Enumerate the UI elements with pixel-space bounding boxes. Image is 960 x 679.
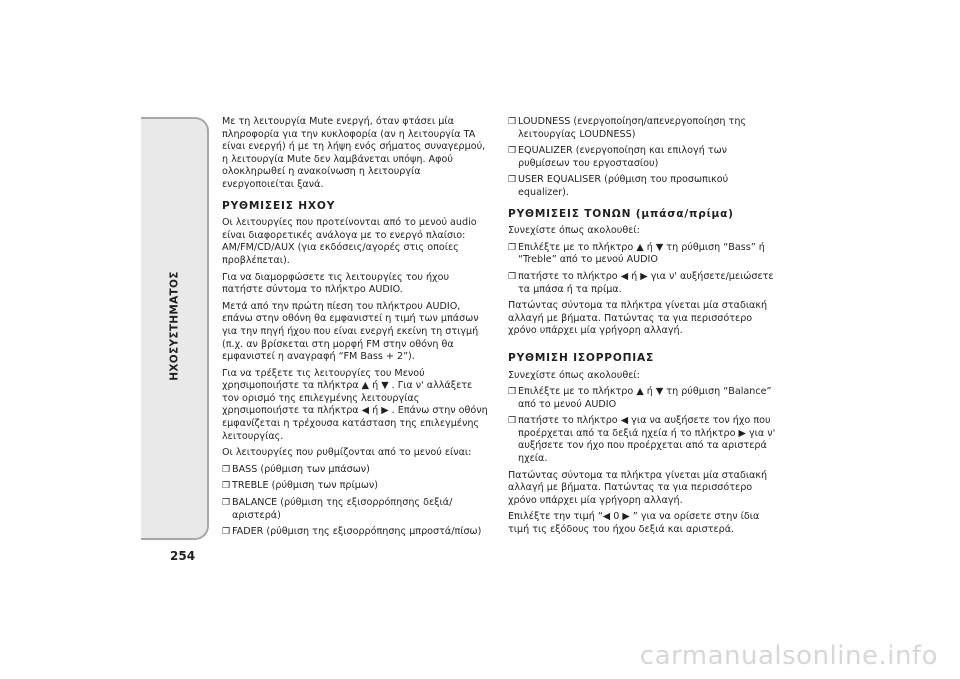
list-item: ❒ Επιλέξτε με το πλήκτρο ▲ ή ▼ τη ρύθμιση “Bass” ή “Treble” από το μενού AUDIO xyxy=(508,241,765,266)
section-heading-tone-settings: ΡΥΘΜΙΣΕΙΣ ΤΟΝΩΝ (μπάσα/πρίμα) xyxy=(508,207,734,220)
watermark: carmanualsonline.info xyxy=(639,641,938,671)
checkbox-bullet-icon: ❒ xyxy=(508,117,517,127)
checkbox-bullet-icon: ❒ xyxy=(222,498,231,509)
list-item: ❒ BASS (ρύθμιση των μπάσων) xyxy=(222,463,370,475)
checkbox-bullet-icon: ❒ xyxy=(508,146,517,157)
paragraph: Συνεχίστε όπως ακολουθεί: xyxy=(508,225,640,237)
mute-paragraph: Με τη λειτουργία Mute ενεργή, όταν φτάσει μία πληροφορία για την κυκλοφορία (αν η λειτουργία TA είναι ενεργή) ή με τη λήψη ενός σήματος συναγερμού, η λειτουργία Mute δεν λαμβάνεται υπόψη. Αφού ολοκληρωθεί η ανακοίνωση η λειτουργία ενεργοποιείται ξανά. xyxy=(222,116,486,190)
checkbox-bullet-icon: ❒ xyxy=(222,527,231,538)
list-item: ❒ TREBLE (ρύθμιση των πρίμων) xyxy=(222,480,379,492)
list-item: ❒ Επιλέξτε με το πλήκτρο ▲ ή ▼ τη ρύθμιση “Balance” από το μενού AUDIO xyxy=(508,386,772,410)
paragraph: Συνεχίστε όπως ακολουθεί: xyxy=(508,369,640,381)
list-item: ❒ BALANCE (ρύθμιση της εξισορρόπησης δεξιά/αριστερά) xyxy=(222,497,453,521)
checkbox-bullet-icon: ❒ xyxy=(508,416,517,427)
section-heading-balance-settings: ΡΥΘΜΙΣΗ ΙΣΟΡΡΟΠΙΑΣ xyxy=(508,351,655,364)
checkbox-bullet-icon: ❒ xyxy=(222,481,231,492)
list-item: ❒ USER EQUALISER (ρύθμιση του προσωπικού equalizer). xyxy=(508,174,729,198)
checkbox-bullet-icon: ❒ xyxy=(508,271,517,282)
paragraph: Πατώντας σύντομα τα πλήκτρα γίνεται μία σταδιακή αλλαγή με βήματα. Πατώντας τα για περισσότερο χρόνο υπάρχει μία γρήγορη αλλαγή. xyxy=(508,469,768,506)
right-column xyxy=(508,116,776,541)
section-label: ΗΧΟΣΥΣΤΗΜΑΤΟΣ xyxy=(169,271,182,381)
checkbox-bullet-icon: ❒ xyxy=(508,242,517,253)
paragraph: Για να τρέξετε τις λειτουργίες του Μενού χρησιμοποιήστε τα πλήκτρα ▲ ή ▼ . Για ν' αλλάξετε τον ορισμό της επιλεγμένης λειτουργίας χρησιμοποιήστε τα πλήκτρα ◀ ή ▶ . Επάνω στην οθόνη εμφανίζεται η τρέχουσα κατάσταση της επιλεγμένης λειτουργίας. xyxy=(222,367,488,442)
section-heading-sound-settings: ΡΥΘΜΙΣΕΙΣ ΗΧΟΥ xyxy=(222,199,336,212)
paragraph: Μετά από την πρώτη πίεση του πλήκτρου AUDIO, επάνω στην οθόνη θα εμφανιστεί η τιμή των μπάσων για την πηγή ήχου που είναι ενεργή εκείνη τη στιγμή (π.χ. αν βρίσκεται στη μορφή FM στην οθόνη θα εμφανιστεί η αναγραφή “FM Bass + 2”). xyxy=(222,300,479,363)
checkbox-bullet-icon: ❒ xyxy=(222,464,231,475)
list-item: ❒ πατήστε το πλήκτρο ◀ ή ▶ για ν' αυξήσετε/μειώσετε τα μπάσα ή τα πρίμα. xyxy=(508,270,774,295)
checkbox-bullet-icon: ❒ xyxy=(508,387,517,398)
list-item: ❒ EQUALIZER (ενεργοποίηση και επιλογή των ρυθμίσεων του εργοστασίου) xyxy=(508,145,728,169)
left-column xyxy=(222,116,489,543)
list-item: ❒ LOUDNESS (ενεργοποίηση/απενεργοποίηση της λειτουργίας LOUDNESS) xyxy=(508,116,747,140)
paragraph: Οι λειτουργίες που προτείνονται από το μενού audio είναι διαφορετικές ανάλογα με το ενεργό πλαίσιο: AM/FM/CD/AUX (για εκδόσεις/αγορές στις οποίες προβλέπεται). xyxy=(222,217,477,266)
checkbox-bullet-icon: ❒ xyxy=(508,175,517,186)
paragraph: Επιλέξτε την τιμή “◀ 0 ▶ ” για να ορίσετε στην ίδια τιμή τις εξόδους του ήχου δεξιά και αριστερά. xyxy=(508,511,760,536)
paragraph: Για να διαμορφώσετε τις λειτουργίες του ήχου πατήστε σύντομα το πλήκτρο AUDIO. xyxy=(222,271,450,296)
paragraph: Οι λειτουργίες που ρυθμίζονται από το μενού είναι: xyxy=(222,447,472,459)
page-number: 254 xyxy=(170,549,196,563)
list-item: ❒ FADER (ρύθμιση της εξισορρόπησης μπροστά/πίσω) xyxy=(222,526,482,538)
paragraph: Πατώντας σύντομα τα πλήκτρα γίνεται μία σταδιακή αλλαγή με βήματα. Πατώντας τα για περισσότερο χρόνο υπάρχει μία γρήγορη αλλαγή. xyxy=(508,300,768,337)
list-item: ❒ πατήστε το πλήκτρο ◀ για να αυξήσετε τον ήχο που προέρχεται από τα δεξιά ηχεία ή το πλήκτρο ▶ για ν' αυξήσετε τον ήχο που προέρχεται από τα αριστερά ηχεία. xyxy=(508,415,776,465)
